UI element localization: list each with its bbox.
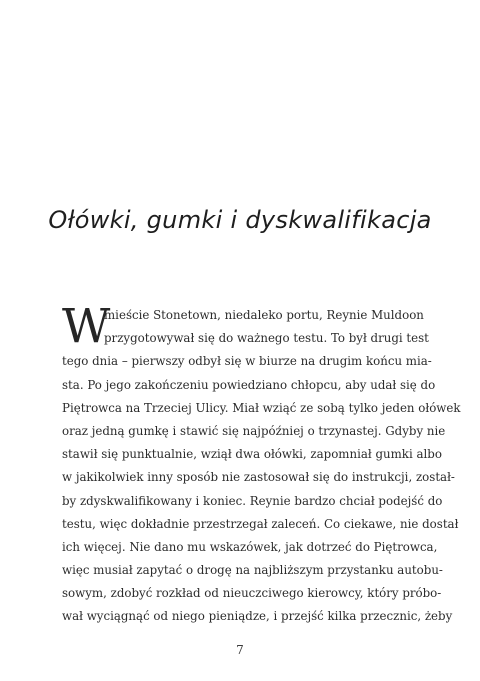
page-number: 7 (236, 643, 244, 657)
text-line: sta. Po jego zakończeniu powiedziano chłopcu, aby udał się do (62, 377, 436, 392)
text-line-content: mieście Stonetown, niedaleko portu, Reynie Muldoon (104, 308, 424, 322)
text-line: sowym, zdobyć rozkład od nieuczciwego kierowcy, który próbo- (62, 586, 442, 601)
body-paragraph (62, 299, 461, 629)
text-line: Piętrowca na Trzeciej Ulicy. Miał wziąć ze sobą tylko jeden ołówek (62, 400, 461, 415)
text-line: by zdyskwalifikowany i koniec. Reynie bardzo chciał podejść do (62, 493, 443, 508)
chapter-title: Ołówki, gumki i dyskwalifikacja (48, 206, 432, 235)
text-line: w jakikolwiek inny sposób nie zastosował się do instrukcji, został- (62, 470, 455, 485)
text-line: oraz jedną gumkę i stawić się najpóźniej o trzynastej. Gdyby nie (62, 423, 446, 438)
text-line: wał wyciągnąć od niego pieniądze, i przejść kilka przecznic, żeby (62, 609, 453, 624)
text-line: tego dnia – pierwszy odbył się w biurze na drugim końcu mia- (62, 354, 432, 369)
text-line: więc musiał zapytać o drogę na najbliższym przystanku autobu- (62, 563, 443, 578)
text-line: stawił się punktualnie, wziął dwa ołówki, zapomniał gumki albo (62, 447, 442, 462)
text-line: ich więcej. Nie dano mu wskazówek, jak dotrzeć do Piętrowca, (62, 539, 438, 554)
text-line: testu, więc dokładnie przestrzegał zaleceń. Co ciekawe, nie dostał (62, 516, 459, 531)
drop-cap: W (62, 299, 111, 354)
text-line: przygotowywał się do ważnego testu. To był drugi test (104, 331, 429, 346)
